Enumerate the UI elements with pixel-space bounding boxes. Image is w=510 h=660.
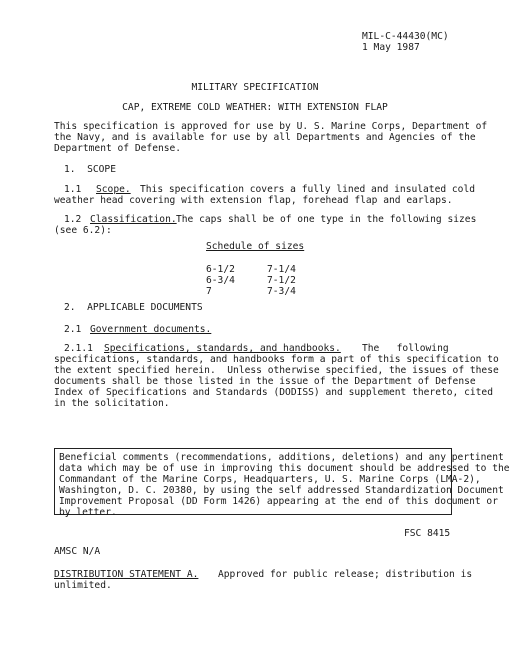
para-1-1-title: Scope. bbox=[96, 184, 131, 195]
item-title: CAP, EXTREME COLD WEATHER: WITH EXTENSION FLAP bbox=[122, 102, 388, 113]
approval-line-2: the Navy, and is available for use by all Departments and Agencies of the bbox=[54, 132, 476, 143]
size-cell: 6-1/2 bbox=[206, 264, 235, 275]
spec-title: MILITARY SPECIFICATION bbox=[191, 82, 319, 93]
para-2-1-number: 2.1 bbox=[64, 324, 82, 335]
size-cell: 7-1/4 bbox=[267, 264, 296, 275]
para-2-1-1-title: Specifications, standards, and handbooks. bbox=[104, 343, 341, 354]
distribution-text-cont: unlimited. bbox=[54, 580, 112, 591]
para-2-1-1-line: specifications, standards, and handbooks form a part of this specification to bbox=[54, 354, 499, 365]
fsc-code: FSC 8415 bbox=[404, 528, 451, 539]
size-cell: 7 bbox=[206, 286, 212, 297]
para-1-1-text: This specification covers a fully lined and insulated cold bbox=[140, 184, 476, 195]
size-cell: 6-3/4 bbox=[206, 275, 235, 286]
comments-box bbox=[54, 448, 510, 518]
para-1-2-title: Classification. bbox=[90, 214, 177, 225]
comments-line: data which may be of use in improving this document should be addressed to the bbox=[59, 463, 510, 474]
para-2-1-1-line: Index of Specifications and Standards (DODISS) and supplement thereto, cited bbox=[54, 387, 493, 398]
comments-line: Beneficial comments (recommendations, additions, deletions) and any pertinent bbox=[59, 452, 504, 463]
para-2-1-1-line: in the solicitation. bbox=[54, 398, 170, 409]
para-2-1-1-number: 2.1.1 bbox=[64, 343, 93, 354]
comments-line: Improvement Proposal (DD Form 1426) appearing at the end of this document or bbox=[59, 496, 498, 507]
para-1-2-number: 1.2 bbox=[64, 214, 82, 225]
comments-line: Commandant of the Marine Corps, Headquarters, U. S. Marine Corps (LMA-2), bbox=[59, 474, 481, 485]
para-1-2-text: The caps shall be of one type in the following sizes bbox=[176, 214, 477, 225]
approval-line-1: This specification is approved for use by U. S. Marine Corps, Department of bbox=[54, 121, 488, 132]
distribution-text: Approved for public release; distribution is bbox=[218, 569, 473, 580]
amsc-code: AMSC N/A bbox=[54, 546, 101, 557]
size-cell: 7-1/2 bbox=[267, 275, 296, 286]
para-1-2-text-cont: (see 6.2): bbox=[54, 225, 112, 236]
para-2-1-title: Government documents. bbox=[90, 324, 212, 335]
para-2-1-1-line: the extent specified herein. Unless otherwise specified, the issues of these bbox=[54, 365, 499, 376]
para-1-1-text-cont: weather head covering with extension flap, forehead flap and earlaps. bbox=[54, 195, 453, 206]
size-cell: 7-3/4 bbox=[267, 286, 296, 297]
section-2-heading: 2. APPLICABLE DOCUMENTS bbox=[64, 302, 203, 313]
doc-number: MIL-C-44430(MC) bbox=[362, 31, 449, 42]
approval-line-3: Department of Defense. bbox=[54, 143, 182, 154]
para-2-1-1-line: documents shall be those listed in the issue of the Department of Defense bbox=[54, 376, 476, 387]
section-1-heading: 1. SCOPE bbox=[64, 164, 116, 175]
sizes-table-heading: Schedule of sizes bbox=[206, 241, 305, 252]
distribution-label: DISTRIBUTION STATEMENT A. bbox=[54, 569, 199, 580]
comments-line: Washington, D. C. 20380, by using the self addressed Standardization Document bbox=[59, 485, 504, 496]
comments-line: by letter. bbox=[59, 507, 117, 518]
para-2-1-1-text: The following bbox=[362, 343, 449, 354]
doc-date: 1 May 1987 bbox=[362, 42, 420, 53]
para-1-1-number: 1.1 bbox=[64, 184, 82, 195]
